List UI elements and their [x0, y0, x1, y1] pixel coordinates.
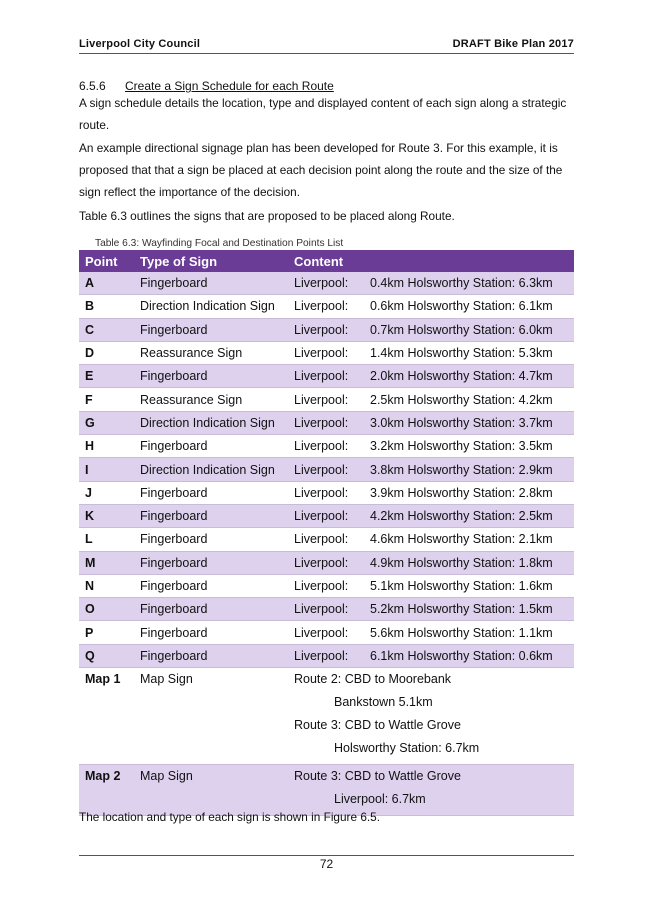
cell-content-distance: 5.6km Holsworthy Station: 1.1km: [364, 621, 574, 644]
sign-schedule-table: [79, 250, 574, 816]
cell-point: C: [79, 318, 134, 341]
table-caption: Table 6.3: Wayfinding Focal and Destination Points List: [95, 238, 344, 249]
section-number: 6.5.6: [79, 79, 106, 93]
cell-point: L: [79, 528, 134, 551]
cell-point: O: [79, 598, 134, 621]
cell-sign-type: Fingerboard: [134, 481, 288, 504]
cell-content-place: Liverpool:: [288, 481, 364, 504]
cell-content-place: Liverpool:: [288, 504, 364, 527]
map-content-line: Route 2: CBD to Moorebank: [294, 672, 452, 687]
cell-content-distance: 5.2km Holsworthy Station: 1.5km: [364, 598, 574, 621]
table-row: [79, 435, 574, 458]
cell-content-place: Liverpool:: [288, 318, 364, 341]
cell-sign-type: Fingerboard: [134, 504, 288, 527]
paragraph-3: Table 6.3 outlines the signs that are proposed to be placed along Route.: [79, 209, 455, 223]
cell-content-distance: 4.2km Holsworthy Station: 2.5km: [364, 504, 574, 527]
cell-content-place: Liverpool:: [288, 528, 364, 551]
table-row: [79, 504, 574, 527]
table-row: [79, 621, 574, 644]
cell-point: D: [79, 341, 134, 364]
cell-content-place: Liverpool:: [288, 388, 364, 411]
cell-point: G: [79, 411, 134, 434]
table-row: [79, 644, 574, 667]
cell-content-distance: 5.1km Holsworthy Station: 1.6km: [364, 574, 574, 597]
cell-point: M: [79, 551, 134, 574]
cell-content-place: Liverpool:: [288, 435, 364, 458]
cell-point: Map 2: [79, 765, 134, 816]
cell-map-content: [288, 668, 574, 765]
cell-content-place: Liverpool:: [288, 551, 364, 574]
cell-content-place: Liverpool:: [288, 598, 364, 621]
table-row: [79, 318, 574, 341]
cell-point: J: [79, 481, 134, 504]
cell-content-place: Liverpool:: [288, 644, 364, 667]
col-header-point: Point: [79, 250, 134, 272]
cell-sign-type: Fingerboard: [134, 574, 288, 597]
cell-content-place: Liverpool:: [288, 574, 364, 597]
cell-sign-type: Fingerboard: [134, 318, 288, 341]
cell-point: Q: [79, 644, 134, 667]
map-content-line: Holsworthy Station: 6.7km: [334, 741, 480, 756]
table-row: [79, 388, 574, 411]
map-content-line: Route 3: CBD to Wattle Grove: [294, 769, 461, 784]
cell-content-place: Liverpool:: [288, 295, 364, 318]
cell-content-place: Liverpool:: [288, 621, 364, 644]
table-map-row: [79, 765, 574, 816]
footer-rule: [79, 855, 574, 856]
footnote: The location and type of each sign is shown in Figure 6.5.: [79, 810, 380, 824]
cell-point: Map 1: [79, 668, 134, 765]
table-row: [79, 272, 574, 295]
cell-map-content: [288, 765, 574, 816]
cell-content-distance: 3.8km Holsworthy Station: 2.9km: [364, 458, 574, 481]
cell-content-place: Liverpool:: [288, 272, 364, 295]
section-heading: [79, 79, 334, 93]
table-row: [79, 295, 574, 318]
cell-sign-type: Map Sign: [134, 765, 288, 816]
header-organisation: Liverpool City Council: [79, 38, 201, 50]
cell-point: K: [79, 504, 134, 527]
paragraph-2: An example directional signage plan has been developed for Route 3. For this example, it is proposed that that a sign be placed at each decision point along the route and the size of the sign reflect the importance of the decision.: [79, 141, 563, 199]
cell-point: H: [79, 435, 134, 458]
cell-sign-type: Direction Indication Sign: [134, 295, 288, 318]
cell-content-place: Liverpool:: [288, 365, 364, 388]
header-rule: [79, 53, 574, 54]
cell-sign-type: Fingerboard: [134, 598, 288, 621]
table-row: [79, 551, 574, 574]
cell-content-distance: 0.6km Holsworthy Station: 6.1km: [364, 295, 574, 318]
cell-content-distance: 4.6km Holsworthy Station: 2.1km: [364, 528, 574, 551]
cell-point: F: [79, 388, 134, 411]
cell-content-place: Liverpool:: [288, 411, 364, 434]
paragraph-1: A sign schedule details the location, type and displayed content of each sign along a strategic route.: [79, 96, 567, 132]
cell-sign-type: Fingerboard: [134, 644, 288, 667]
cell-point: N: [79, 574, 134, 597]
table-row: [79, 574, 574, 597]
col-header-type: Type of Sign: [134, 250, 288, 272]
cell-sign-type: Fingerboard: [134, 365, 288, 388]
map-content-line: Bankstown 5.1km: [334, 695, 433, 710]
cell-point: B: [79, 295, 134, 318]
cell-content-distance: 2.0km Holsworthy Station: 4.7km: [364, 365, 574, 388]
cell-sign-type: Reassurance Sign: [134, 388, 288, 411]
cell-sign-type: Fingerboard: [134, 435, 288, 458]
page-number: 72: [319, 857, 334, 871]
cell-sign-type: Reassurance Sign: [134, 341, 288, 364]
table-row: [79, 598, 574, 621]
table-row: [79, 341, 574, 364]
cell-content-distance: 2.5km Holsworthy Station: 4.2km: [364, 388, 574, 411]
cell-sign-type: Direction Indication Sign: [134, 411, 288, 434]
table-row: [79, 411, 574, 434]
cell-point: A: [79, 272, 134, 295]
col-header-content: Content: [288, 250, 574, 272]
section-title: Create a Sign Schedule for each Route: [125, 79, 334, 93]
cell-sign-type: Map Sign: [134, 668, 288, 765]
cell-sign-type: Fingerboard: [134, 528, 288, 551]
map-content-line: Liverpool: 6.7km: [334, 792, 426, 807]
cell-point: E: [79, 365, 134, 388]
cell-content-distance: 3.0km Holsworthy Station: 3.7km: [364, 411, 574, 434]
table-row: [79, 365, 574, 388]
cell-content-distance: 6.1km Holsworthy Station: 0.6km: [364, 644, 574, 667]
cell-content-place: Liverpool:: [288, 341, 364, 364]
header-document-title: DRAFT Bike Plan 2017: [452, 38, 574, 50]
cell-point: P: [79, 621, 134, 644]
cell-content-distance: 1.4km Holsworthy Station: 5.3km: [364, 341, 574, 364]
map-content-line: Route 3: CBD to Wattle Grove: [294, 718, 461, 733]
table-row: [79, 528, 574, 551]
table-header-row: [79, 250, 574, 272]
cell-content-place: Liverpool:: [288, 458, 364, 481]
cell-sign-type: Fingerboard: [134, 272, 288, 295]
cell-content-distance: 0.4km Holsworthy Station: 6.3km: [364, 272, 574, 295]
cell-content-distance: 3.2km Holsworthy Station: 3.5km: [364, 435, 574, 458]
cell-sign-type: Direction Indication Sign: [134, 458, 288, 481]
cell-content-distance: 4.9km Holsworthy Station: 1.8km: [364, 551, 574, 574]
cell-content-distance: 3.9km Holsworthy Station: 2.8km: [364, 481, 574, 504]
cell-sign-type: Fingerboard: [134, 551, 288, 574]
cell-point: I: [79, 458, 134, 481]
cell-sign-type: Fingerboard: [134, 621, 288, 644]
table-map-row: [79, 668, 574, 765]
page-header: [79, 38, 574, 54]
table-row: [79, 481, 574, 504]
table-body: [79, 272, 574, 816]
cell-content-distance: 0.7km Holsworthy Station: 6.0km: [364, 318, 574, 341]
table-row: [79, 458, 574, 481]
